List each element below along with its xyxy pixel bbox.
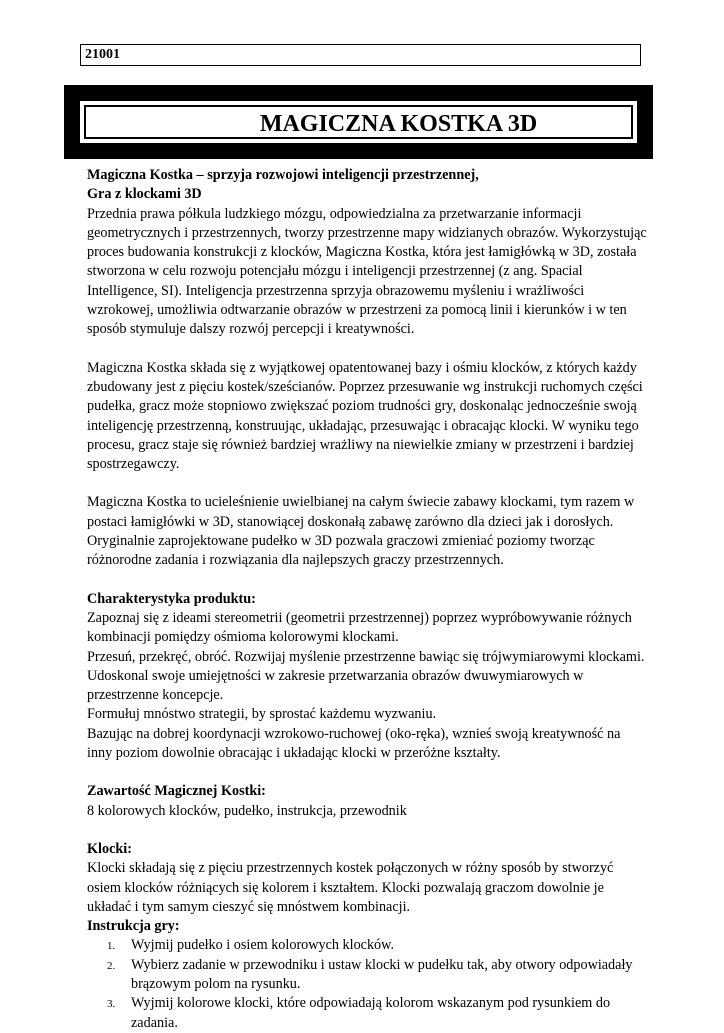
step-text: Wyjmij kolorowe klocki, które odpowiadają kolorom wskazanym pod rysunkiem do zadania. bbox=[131, 995, 611, 1031]
document-code: 21001 bbox=[85, 47, 120, 62]
features-line-5: Bazując na dobrej koordynacji wzrokowo-ruchowej (oko-ręka), wznieś swoją kreatywność na inny poziom dowolnie obracając i układając klocki w przeróżne kształty. bbox=[87, 725, 621, 762]
spacer bbox=[87, 340, 647, 359]
features-line-2: Przesuń, przekręć, obróć. Rozwijaj myślenie przestrzenne bawiąc się trójwymiarowymi klockami. bbox=[87, 648, 645, 665]
step-number: 2. bbox=[107, 959, 116, 972]
title-frame bbox=[64, 85, 653, 159]
blocks-text: Klocki składają się z pięciu przestrzennych kostek połączonych w różny sposób by stworzyć osiem klocków różniących się kolorem i kształtem. Klocki pozwalają graczom dowolnie je układać i tym samym cieszyć się mnóstwem kombinacji. bbox=[87, 860, 614, 915]
spacer bbox=[87, 571, 647, 590]
intro-paragraph-3: Magiczna Kostka to ucieleśnienie uwielbianej na całym świecie zabawy klockami, tym razem w postaci łamigłówki w 3D, stanowiącej doskonałą zabawę zarówno dla dzieci jak i dorosłych. Oryginalnie zaprojektowane pudełko w 3D pozwala graczowi zmieniać poziomy tworząc różnorodne zadania i rozwiązania dla najlepszych graczy przestrzennych. bbox=[87, 494, 635, 569]
features-heading: Charakterystyka produktu: bbox=[87, 590, 256, 607]
step-number: 1. bbox=[107, 940, 116, 953]
spacer bbox=[87, 474, 647, 493]
document-body bbox=[87, 166, 647, 1033]
document-code-box bbox=[80, 44, 641, 66]
title-inner-panel bbox=[80, 101, 637, 143]
intro-heading-line2: Gra z klockami 3D bbox=[87, 186, 202, 203]
instructions-heading: Instrukcja gry: bbox=[87, 918, 180, 935]
blocks-heading: Klocki: bbox=[87, 840, 132, 857]
contents-text: 8 kolorowych klocków, pudełko, instrukcja, przewodnik bbox=[87, 802, 407, 819]
contents-heading: Zawartość Magicznej Kostki: bbox=[87, 783, 266, 800]
list-item bbox=[87, 956, 647, 995]
page-title: MAGICZNA KOSTKA 3D bbox=[259, 111, 538, 137]
spacer bbox=[87, 763, 647, 782]
step-text: Wyjmij pudełko i osiem kolorowych klocków. bbox=[131, 937, 395, 954]
step-number: 3. bbox=[107, 998, 116, 1011]
intro-heading-line1: Magiczna Kostka – sprzyja rozwojowi inteligencji przestrzennej, bbox=[87, 167, 479, 183]
title-inner-border bbox=[84, 105, 633, 139]
features-line-3: Udoskonal swoje umiejętności w zakresie przetwarzania obrazów dwuwymiarowych w przestrzenne koncepcje. bbox=[87, 667, 584, 704]
features-line-1: Zapoznaj się z ideami stereometrii (geometrii przestrzennej) poprzez wypróbowywanie różnych kombinacji pomiędzy ośmioma kolorowymi klockami. bbox=[87, 609, 632, 646]
intro-paragraph-2: Magiczna Kostka składa się z wyjątkowej opatentowanej bazy i ośmiu klocków, z których każdy zbudowany jest z pięciu kostek/sześcianów. Poprzez przesuwanie wg instrukcji ruchomych części pudełka, gracz może stopniowo zwiększać poziom trudności gry, doskonaląc jednocześnie swoją inteligencję przestrzenną, konstruując, układając, przesuwając i obracając klocki. W wyniku tego procesu, gracz staje się również bardziej wrażliwy na niewielkie zmiany w przestrzeni i bardziej spostrzegawczy. bbox=[87, 359, 643, 473]
intro-paragraph-1: Przednia prawa półkula ludzkiego mózgu, odpowiedzialna za przetwarzanie informacji geometrycznych i przestrzennych, tworzy przestrzenne mapy widzianych obrazów. Wykorzystując proces budowania konstrukcji z klocków, Magiczna Kostka, która jest łamigłówką w 3D, została stworzona w celu rozwoju potencjału mózgu i inteligencji przestrzennej (z ang. Spacial Intelligence, SI). Inteligencja przestrzenna sprzyja obrazowemu myśleniu i wrażliwości wzrokowej, umożliwia odtwarzanie obrazów w przestrzeni za pomocą linii i kierunków i w ten sposób stymuluje dalszy rozwój percepcji i kreatywności. bbox=[87, 205, 647, 338]
step-text: Wybierz zadanie w przewodniku i ustaw klocki w pudełku tak, aby otwory odpowiadały brązowym polom na rysunku. bbox=[131, 956, 633, 992]
list-item bbox=[87, 936, 647, 955]
list-item bbox=[87, 994, 647, 1033]
spacer bbox=[87, 821, 647, 840]
features-line-4: Formułuj mnóstwo strategii, by sprostać każdemu wyzwaniu. bbox=[87, 706, 437, 723]
instructions-list bbox=[87, 936, 647, 1032]
